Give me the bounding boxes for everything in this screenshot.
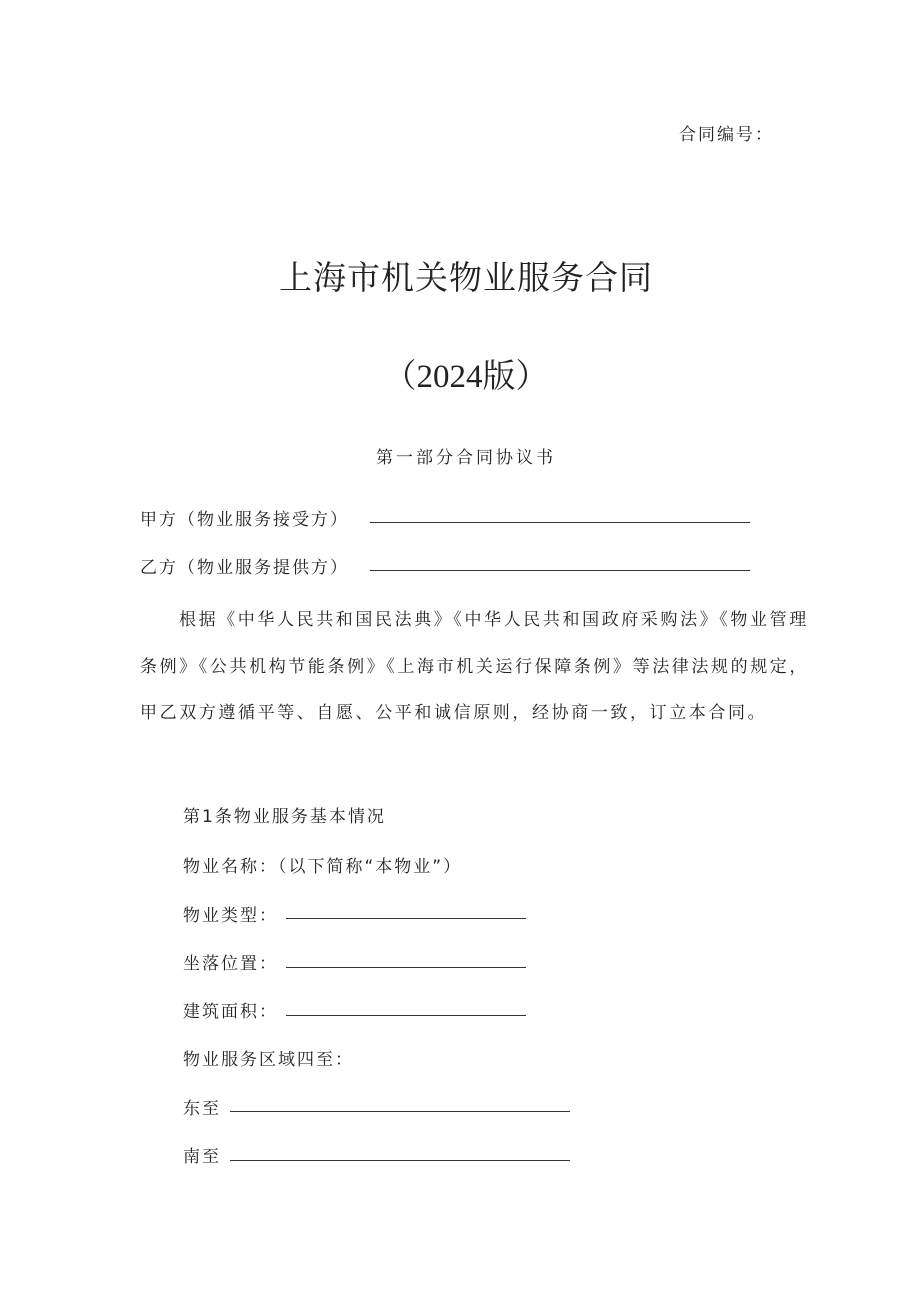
property-name-field: 物业名称：（以下简称“本物业”） <box>183 857 463 877</box>
east-boundary-label: 东至 <box>183 1099 221 1119</box>
party-a-label: 甲方（物业服务接受方） <box>140 510 349 530</box>
floor-area-blank[interactable] <box>286 1015 526 1016</box>
location-label: 坐落位置： <box>183 954 278 974</box>
boundaries-label: 物业服务区域四至： <box>183 1050 354 1070</box>
part-heading: 第一部分合同协议书 <box>376 448 556 468</box>
property-type-blank[interactable] <box>286 918 526 919</box>
article-1-heading: 第1条物业服务基本情况 <box>183 807 386 827</box>
south-boundary-label: 南至 <box>183 1147 221 1167</box>
preamble-paragraph: 根据《中华人民共和国民法典》《中华人民共和国政府采购法》《物业管理条例》《公共机构节能条例》《上海市机关运行保障条例》等法律法规的规定，甲乙双方遵循平等、自愿、公平和诚信原则，经协商一致，订立本合同。 <box>140 610 809 723</box>
floor-area-label: 建筑面积： <box>183 1002 278 1022</box>
party-b-label: 乙方（物业服务提供方） <box>140 558 349 578</box>
east-boundary-blank[interactable] <box>230 1111 570 1112</box>
document-title: 上海市机关物业服务合同 <box>279 258 653 297</box>
document-version: （2024版） <box>383 359 549 395</box>
south-boundary-blank[interactable] <box>230 1160 570 1161</box>
contract-number-label: 合同编号： <box>679 125 774 145</box>
location-blank[interactable] <box>286 967 526 968</box>
party-a-blank[interactable] <box>370 522 750 523</box>
property-type-label: 物业类型： <box>183 906 278 926</box>
party-b-blank[interactable] <box>370 570 750 571</box>
